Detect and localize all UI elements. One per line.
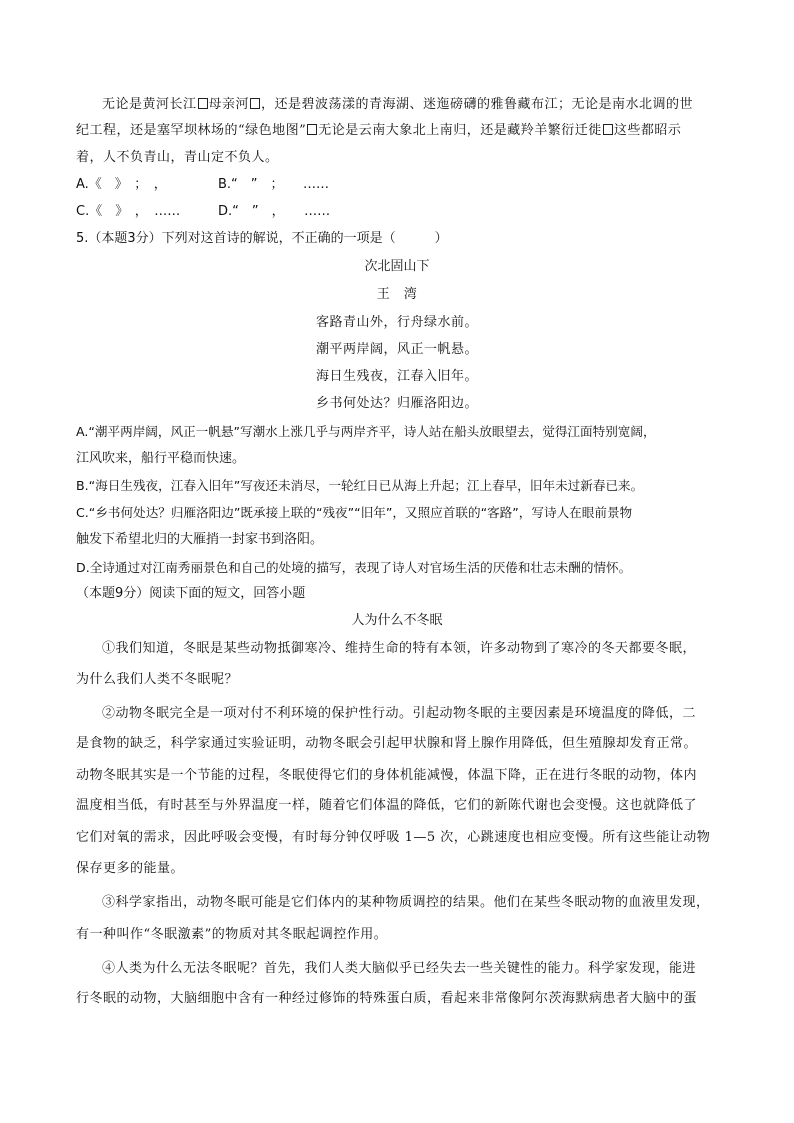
- poem-line-1: 客路青山外，行舟绿水前。: [315, 315, 478, 330]
- q4-option-c: C.《 》 ， ……: [76, 204, 181, 219]
- reading-p1-line-2: 为什么我们人类不冬眠呢？: [76, 672, 239, 687]
- q4-text: 这些都昭示: [613, 123, 682, 138]
- poem-line-4: 乡书何处达？归雁洛阳边。: [315, 396, 478, 411]
- reading-p4-line-1: ④人类为什么无法冬眠呢？首先，我们人类大脑似乎已经失去一些关键性的能力。科学家发现，能进: [102, 961, 697, 976]
- reading-p2-line-1: ②动物冬眠完全是一项对付不利环境的保护性行动。引起动物冬眠的主要因素是环境温度的降低，二: [102, 706, 697, 721]
- reading-p2-line-6: 保存更多的能量。: [76, 861, 185, 876]
- q4-passage-line-2: [76, 122, 681, 140]
- q4-passage-line-3: 着，人不负青山，青山定不负人。: [76, 150, 279, 165]
- reading-p1-line-1: ①我们知道，冬眠是某些动物抵御寒冷、维持生命的特有本领，许多动物到了寒冷的冬天都要冬眠，: [102, 641, 697, 656]
- q5-option-d: D.全诗通过对江南秀丽景色和自己的处境的描写，表现了诗人对官场生活的厌倦和壮志未酬的情怀。: [76, 560, 632, 575]
- poem-line-2: 潮平两岸阔，风正一帆悬。: [315, 342, 478, 357]
- reading-intro: （本题9分）阅读下面的短文，回答小题: [76, 586, 306, 601]
- reading-p3-line-1: ③科学家指出，动物冬眠可能是它们体内的某种物质调控的结果。他们在某些冬眠动物的血液里发现，: [102, 895, 710, 910]
- blank-box: [250, 98, 260, 109]
- q5-option-c-line-1: C.“乡书何处达？归雁洛阳边”既承接上联的“残夜”“旧年”，又照应首联的“客路”，写诗人在眼前景物: [76, 505, 633, 520]
- reading-p2-line-4: 温度相当低，有时甚至与外界温度一样，随着它们体温的降低，它们的新陈代谢也会变慢。这也就降低了: [76, 798, 698, 813]
- q5-option-b: B.“海日生残夜，江春入旧年”写夜还未消尽，一轮红日已从海上升起；江上春早，旧年未过新春已来。: [76, 478, 644, 493]
- q5-option-a-line-1: A.“潮平两岸阔，风正一帆悬”写潮水上涨几乎与两岸齐平，诗人站在船头放眼望去，觉得江面特别宽阔，: [76, 424, 656, 439]
- q5-option-c-line-2: 触发下希望北归的大雁捎一封家书到洛阳。: [76, 532, 324, 547]
- blank-box: [198, 98, 208, 109]
- q5-stem: 5.（本题3分）下列对这首诗的解说，不正确的一项是（ ）: [76, 231, 448, 246]
- q4-option-b: B.“ ” ； ……: [218, 177, 330, 192]
- q4-text: 无论是云南大象北上南归，还是藏羚羊繁衍迁徙: [318, 123, 602, 138]
- q4-text: ，还是碧波荡漾的青海湖、迷迤磅礴的雅鲁藏布江；无论是南水北调的世: [261, 97, 694, 112]
- q4-passage-line-1: [102, 96, 693, 114]
- q4-text: 纪工程，还是塞罕坝林场的“绿色地图”: [76, 123, 307, 138]
- q4-text: 无论是黄河长江: [102, 97, 197, 112]
- reading-p4-line-2: 行冬眠的动物，大脑细胞中含有一种经过修饰的特殊蛋白质，看起来非常像阿尔茨海默病患者大脑中的蛋: [76, 991, 698, 1006]
- q5-option-a-line-2: 江风吹来，船行平稳而快速。: [76, 451, 246, 466]
- reading-p2-line-2: 是食物的缺乏，科学家通过实验证明，动物冬眠会引起甲状腺和肾上腺作用降低，但生殖腺却发育正常。: [76, 736, 698, 751]
- q4-text: 母亲河: [208, 97, 250, 112]
- reading-p3-line-2: 有一种叫作“冬眠激素”的物质对其冬眠起调控作用。: [76, 927, 388, 942]
- blank-box: [603, 124, 613, 135]
- poem-line-3: 海日生残夜，江春入旧年。: [315, 369, 478, 384]
- blank-box: [307, 124, 317, 135]
- reading-p2-line-3: 动物冬眠其实是一个节能的过程，冬眠使得它们的身体机能减慢，体温下降，正在进行冬眠的动物，体内: [76, 768, 698, 783]
- reading-p2-line-5: 它们对氧的需求，因此呼吸会变慢，有时每分钟仅呼吸 1—5 次，心跳速度也相应变慢。所有这些能让动物: [76, 830, 711, 845]
- reading-title: 人为什么不冬眠: [351, 613, 443, 628]
- poem-title: 次北固山下: [364, 259, 430, 274]
- q4-option-d: D.“ ” ， ……: [218, 204, 331, 219]
- poem-author: 王 湾: [376, 287, 418, 302]
- q4-option-a: A.《 》 ； ，: [76, 177, 167, 192]
